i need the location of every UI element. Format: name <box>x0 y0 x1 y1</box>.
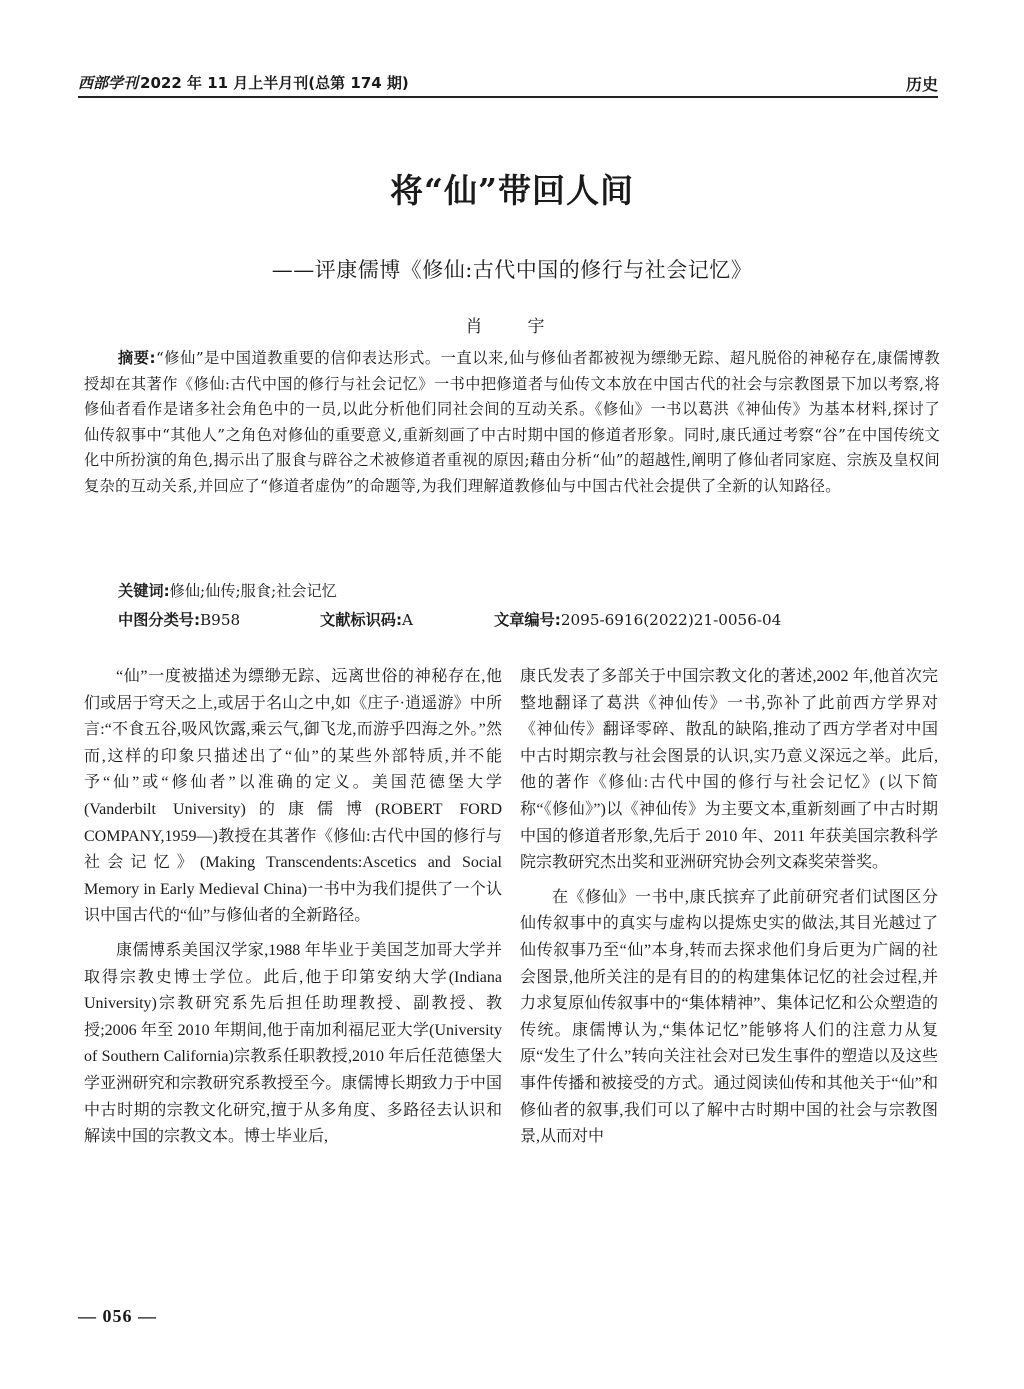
abstract-label: 摘要: <box>118 349 156 367</box>
author-name: 肖 宇 <box>465 317 559 337</box>
doc-code-label: 文献标识码: <box>320 611 403 629</box>
article-subtitle: ——评康儒博《修仙:古代中国的修行与社会记忆》 <box>271 258 753 282</box>
classification-row <box>118 609 918 631</box>
journal-name: 西部学刊 <box>78 74 139 92</box>
article-number <box>494 609 781 630</box>
body-column-left <box>84 664 502 1151</box>
doc-code-value: A <box>402 611 413 629</box>
abstract-text: “修仙”是中国道教重要的信仰表达形式。一直以来,仙与修仙者都被视为缥缈无踪、超凡脱俗的神秘存在,康儒博教授却在其著作《修仙:古代中国的修行与社会记忆》一书中把修道者与仙传文本放在中国古代的社会与宗教图景下加以考察,将修仙者看作是诸多社会角色中的一员,以此分析他们同社会间的互动关系。《修仙》一书以葛洪《神仙传》为基本材料,探讨了仙传叙事中“其他人”之角色对修仙的重要意义,重新刻画了中古时期中国的修道者形象。同时,康氏通过考察“谷”在中国传统文化中所扮演的角色,揭示出了服食与辟谷之术被修道者重视的原因;藉由分析“仙”的超越性,阐明了修仙者同家庭、宗族及皇权间复杂的互动关系,并回应了“修道者虚伪”的命题等,为我们理解道教修仙与中国古代社会提供了全新的认知路径。 <box>84 349 941 495</box>
issue-info: 2022 年 11 月上半月刊(总第 174 期) <box>140 74 409 92</box>
keywords-label: 关键词: <box>118 582 170 600</box>
section-label: 历史 <box>905 75 938 94</box>
keywords <box>118 580 337 601</box>
clc-value: B958 <box>200 611 241 629</box>
clc-label: 中图分类号: <box>118 611 201 629</box>
keywords-value: 修仙;仙传;服食;社会记忆 <box>169 582 337 600</box>
running-header <box>78 70 938 98</box>
article-number-label: 文章编号: <box>494 611 561 629</box>
body-paragraph: “仙”一度被描述为缥缈无踪、远离世俗的神秘存在,他们或居于穹天之上,或居于名山之中,如《庄子·逍遥游》中所言:“不食五谷,吸风饮露,乘云气,御飞龙,而游乎四海之外。”然而,这样的印象只描述出了“仙”的某些外部特质,并不能予“仙”或“修仙者”以准确的定义。美国范德堡大学(Vanderbilt University)的康儒博(ROBERT FORD COMPANY,1959—)教授在其著作《修仙:古代中国的修行与社会记忆》(Making Transcendents:Ascetics and Social Memory in Early Medieval China)一书中为我们提供了一个认识中国古代的“仙”与修仙者的全新路径。 <box>84 668 502 925</box>
clc-number <box>118 609 240 630</box>
article-number-value: 2095-6916(2022)21-0056-04 <box>560 611 782 629</box>
body-column-right <box>520 664 938 1151</box>
body-paragraph: 康氏发表了多部关于中国宗教文化的著述,2002 年,他首次完整地翻译了葛洪《神仙传》一书,弥补了此前西方学界对《神仙传》翻译零碎、散乱的缺陷,推动了西方学者对中国中古时期宗教与社会图景的认识,实乃意义深远之举。此后,他的著作《修仙:古代中国的修行与社会记忆》(以下简称“《修仙》”)以《神仙传》为主要文本,重新刻画了中古时期中国的修道者形象,先后于 2010 年、2011 年获美国宗教科学院宗教研究杰出奖和亚洲研究协会列文森奖荣誉奖。 <box>520 668 938 872</box>
journal-issue <box>78 72 409 93</box>
document-code <box>320 609 413 630</box>
body-paragraph: 康儒博系美国汉学家,1988 年毕业于美国芝加哥大学并取得宗教史博士学位。此后,他于印第安纳大学(Indiana University)宗教研究系先后担任助理教授、副教授、教授;2006 年至 2010 年期间,他于南加利福尼亚大学(University of Southern California)宗教系任职教授,2010 年后任范德堡大学亚洲研究和宗教研究系教授至今。康儒博长期致力于中国中古时期的宗教文化研究,擅于从多角度、多路径去认识和解读中国的宗教文本。博士毕业后, <box>84 941 502 1146</box>
article-title: 将“仙”带回人间 <box>390 171 634 210</box>
page-number: — 056 — <box>78 1306 157 1326</box>
abstract <box>84 346 940 500</box>
body-paragraph: 在《修仙》一书中,康氏摈弃了此前研究者们试图区分仙传叙事中的真实与虚构以提炼史实的做法,其目光越过了仙传叙事乃至“仙”本身,转而去探求他们身后更为广阔的社会图景,他所关注的是有目的的构建集体记忆的社会过程,并力求复原仙传叙事中的“集体精神”、集体记忆和公众塑造的传统。康儒博认为,“集体记忆”能够将人们的注意力从复原“发生了什么”转向关注社会对已发生事件的塑造以及这些事件传播和被接受的方式。通过阅读仙传和其他关于“仙”和修仙者的叙事,我们可以了解中古时期中国的社会与宗教图景,从而对中 <box>520 888 938 1146</box>
